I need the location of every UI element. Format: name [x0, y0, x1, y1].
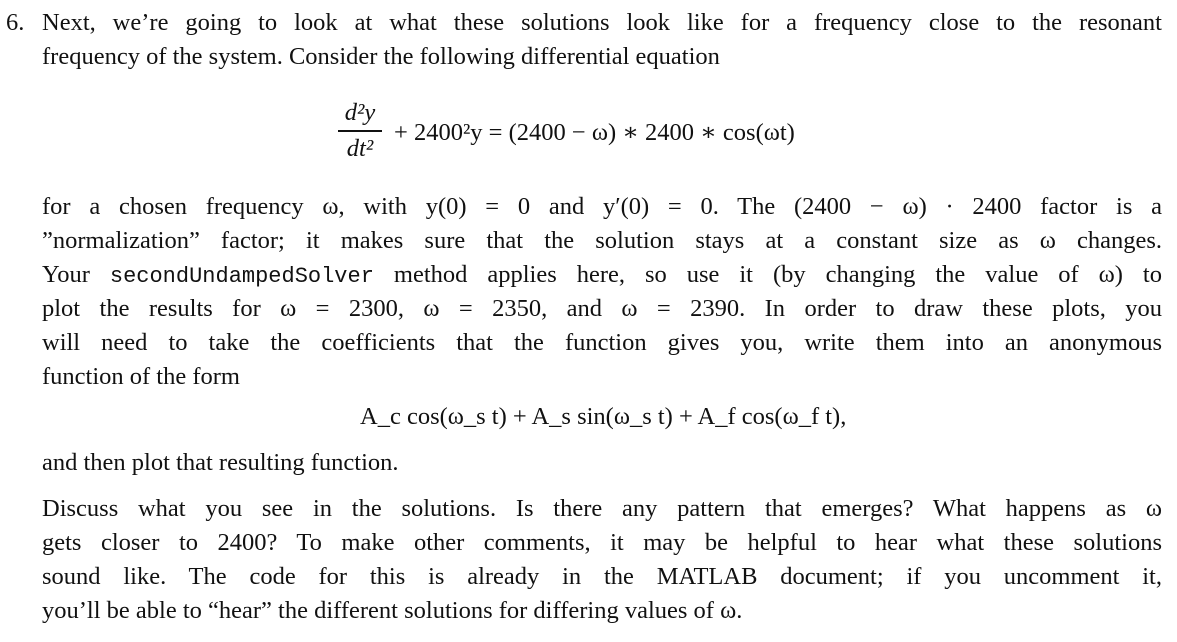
after-equation-line: and then plot that resulting function.	[42, 449, 399, 476]
para1-line-3	[42, 258, 1162, 294]
para1-line-1: for a chosen frequency ω, with y(0) = 0 and y′(0) = 0. The (2400 − ω) · 2400 factor is a	[42, 193, 1162, 220]
anonymous-function-equation: A_c cos(ω_s t) + A_s sin(ω_s t) + A_f cos(ω_f t),	[360, 403, 847, 430]
para1-line-3-pre: Your	[42, 261, 110, 288]
intro-line-1: Next, we’re going to look at what these solutions look like for a frequency close to the resonant	[42, 9, 1162, 36]
equation-right-side: + 2400²y = (2400 − ω) ∗ 2400 ∗ cos(ωt)	[394, 119, 795, 146]
para1-line-6: function of the form	[42, 363, 240, 390]
para2-line-3: sound like. The code for this is already in the MATLAB document; if you uncomment it,	[42, 563, 1162, 590]
method-name-code: secondUndampedSolver	[109, 264, 374, 289]
intro-line-2: frequency of the system. Consider the following differential equation	[42, 43, 720, 70]
second-derivative-fraction	[336, 96, 384, 166]
para1-line-5: will need to take the coefficients that the function gives you, write them into an anonymous	[42, 329, 1162, 356]
differential-equation	[336, 96, 896, 172]
para2-line-4: you’ll be able to “hear” the different solutions for differing values of ω.	[42, 597, 743, 624]
para1-line-2: ”normalization” factor; it makes sure that the solution stays at a constant size as ω changes.	[42, 227, 1162, 254]
fraction-numerator: d²y	[344, 99, 376, 126]
problem-number: 6.	[6, 9, 25, 36]
para2-line-2: gets closer to 2400? To make other comments, it may be helpful to hear what these solutions	[42, 529, 1162, 556]
para1-line-3-post: method applies here, so use it (by changing the value of ω) to	[373, 261, 1162, 288]
fraction-denominator: dt²	[346, 134, 374, 162]
para2-line-1: Discuss what you see in the solutions. Is there any pattern that emerges? What happens as ω	[42, 495, 1162, 522]
para1-line-4: plot the results for ω = 2300, ω = 2350, and ω = 2390. In order to draw these plots, you	[42, 295, 1162, 322]
